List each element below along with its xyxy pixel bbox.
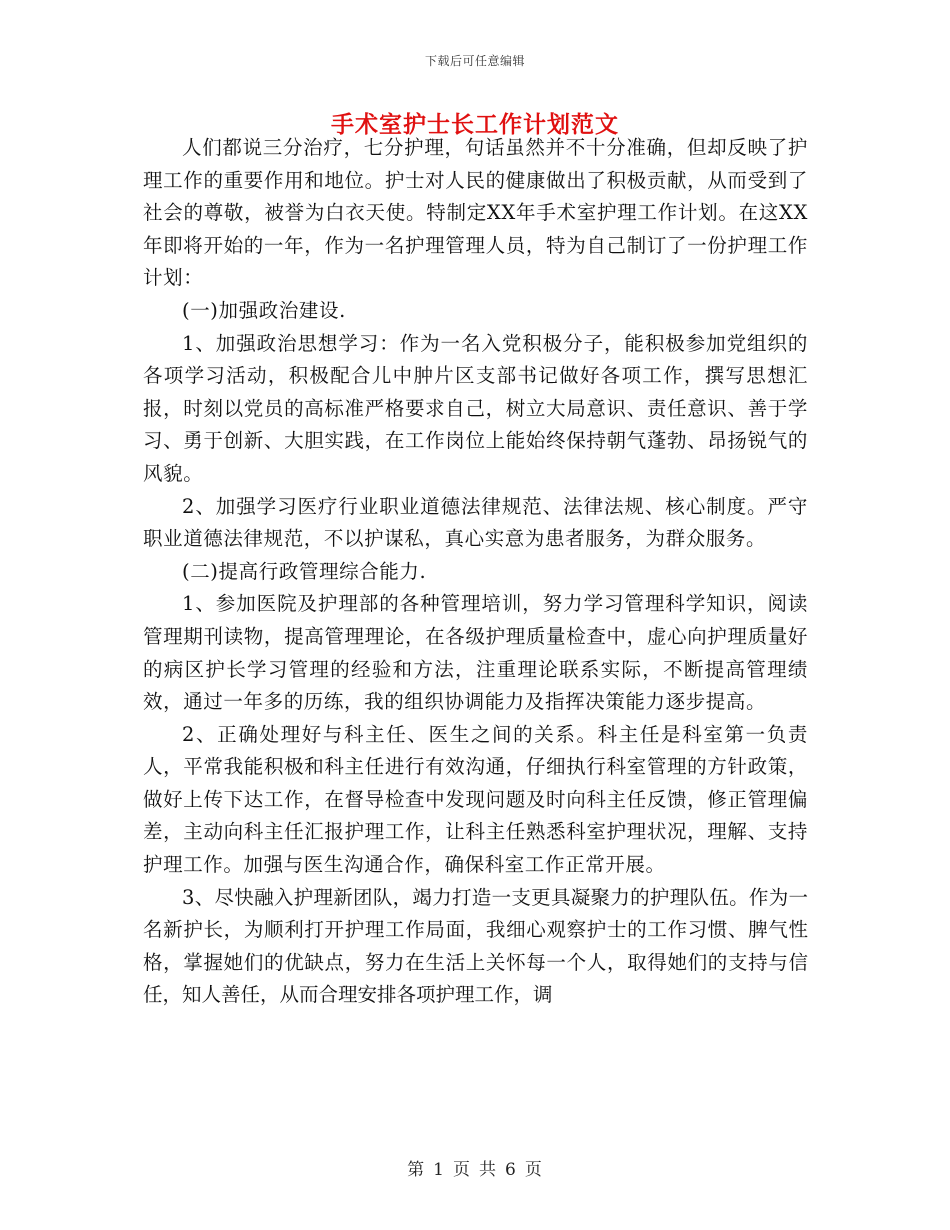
paragraph-intro: 人们都说三分治疗，七分护理，句话虽然并不十分准确，但却反映了护理工作的重要作用和地位。护士对人民的健康做出了积极贡献，从而受到了社会的尊敬，被誉为白衣天使。特制定XX年手术室护理工作计划。在这XX年即将开始的一年，作为一名护理管理人员，特为自己制订了一份护理工作计划： <box>143 136 808 290</box>
section-heading-1: (一)加强政治建设. <box>182 298 346 322</box>
page-footer <box>0 1155 950 1180</box>
footer-page-number: 1 <box>433 1160 445 1180</box>
paragraph-2-3: 3、尽快融入护理新团队，竭力打造一支更具凝聚力的护理队伍。作为一名新护长，为顺利打开护理工作局面，我细心观察护士的工作习惯、脾气性格，掌握她们的优缺点，努力在生活上关怀每一个人，取得她们的支持与信任，知人善任，从而合理安排各项护理工作，调 <box>143 885 808 1007</box>
footer-total-pages: 6 <box>505 1160 517 1180</box>
footer-suffix: 页 <box>524 1160 543 1180</box>
paragraph-2-1: 1、参加医院及护理部的各种管理培训，努力学习管理科学知识，阅读管理期刊读物，提高管理理论，在各级护理质量检查中，虚心向护理质量好的病区护长学习管理的经验和方法，注重理论联系实际，不断提高管理绩效，通过一年多的历练，我的组织协调能力及指挥决策能力逐步提高。 <box>143 592 808 714</box>
footer-page-label: 页 <box>453 1160 471 1180</box>
footer-total-label: 共 <box>479 1160 497 1180</box>
document-body <box>143 132 808 1012</box>
section-heading-2: (二)提高行政管理综合能力. <box>182 559 427 583</box>
paragraph-1-1: 1、加强政治思想学习：作为一名入党积极分子，能积极参加党组织的各项学习活动，积极配合儿中肿片区支部书记做好各项工作，撰写思想汇报，时刻以党员的高标准严格要求自己，树立大局意识、责任意识、善于学习、勇于创新、大胆实践，在工作岗位上能始终保持朝气蓬勃、昂扬锐气的风貌。 <box>143 331 808 485</box>
document-title: 手术室护士长工作计划范文 <box>331 111 619 138</box>
paragraph-1-2: 2、加强学习医疗行业职业道德法律规范、法律法规、核心制度。严守职业道德法律规范，不以护谋私，真心实意为患者服务，为群众服务。 <box>143 494 808 551</box>
header-note: 下载后可任意编辑 <box>424 54 525 68</box>
paragraph-2-2: 2、正确处理好与科主任、医生之间的关系。科主任是科室第一负责人，平常我能积极和科主任进行有效沟通，仔细执行科室管理的方针政策，做好上传下达工作，在督导检查中发现问题及时向科主任反馈，修正管理偏差，主动向科主任汇报护理工作，让科主任熟悉科室护理状况，理解、支持护理工作。加强与医生沟通合作，确保科室工作正常开展。 <box>143 722 808 877</box>
footer-prefix: 第 <box>407 1160 426 1180</box>
